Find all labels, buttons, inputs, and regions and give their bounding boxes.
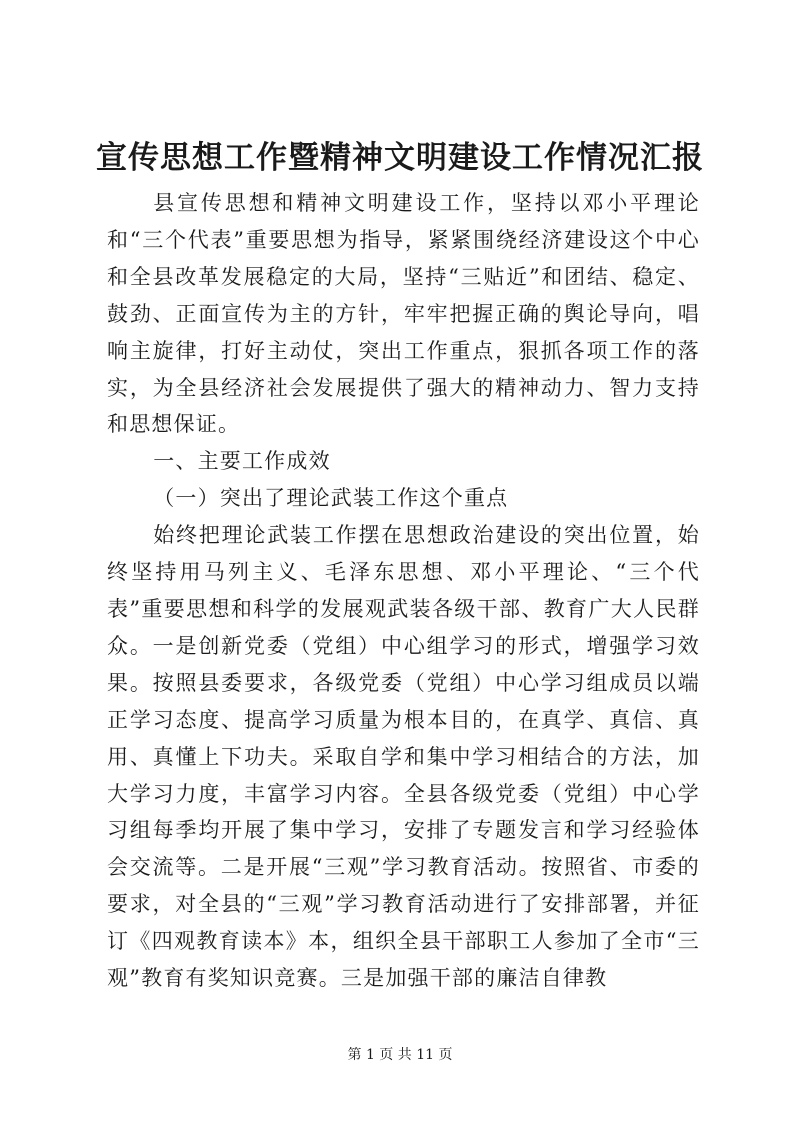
subsection-heading-1: （一）突出了理论武装工作这个重点 xyxy=(153,486,509,511)
section-heading-1: 一、主要工作成效 xyxy=(153,449,331,474)
page-number-footer: 第 1 页 共 11 页 xyxy=(347,1047,453,1063)
intro-paragraph: 县宣传思想和精神文明建设工作，坚持以邓小平理论和“三个代表”重要思想为指导，紧紧围绕经济建设这个中心和全县改革发展稳定的大局，坚持“三贴近”和团结、稳定、鼓劲、正面宣传为主的方针，牢牢把握正确的舆论导向，唱响主旋律，打好主动仗，突出工作重点，狠抓各项工作的落实，为全县经济社会发展提供了强大的精神动力、智力支持和思想保证。 xyxy=(107,191,700,437)
document-title: 宣传思想工作暨精神文明建设工作情况汇报 xyxy=(96,140,704,176)
document-body xyxy=(107,185,700,997)
body-paragraph: 始终把理论武装工作摆在思想政治建设的突出位置，始终坚持用马列主义、毛泽东思想、邓小平理论、“三个代表”重要思想和科学的发展观武装各级干部、教育广大人民群众。一是创新党委（党组）中心组学习的形式，增强学习效果。按照县委要求，各级党委（党组）中心学习组成员以端正学习态度、提高学习质量为根本目的，在真学、真信、真用、真懂上下功夫。采取自学和集中学习相结合的方法，加大学习力度，丰富学习内容。全县各级党委（党组）中心学习组每季均开展了集中学习，安排了专题发言和学习经验体会交流等。二是开展“三观”学习教育活动。按照省、市委的要求，对全县的“三观”学习教育活动进行了安排部署，并征订《四观教育读本》本，组织全县干部职工人参加了全市“三观”教育有奖知识竞赛。三是加强干部的廉洁自律教 xyxy=(107,523,700,991)
